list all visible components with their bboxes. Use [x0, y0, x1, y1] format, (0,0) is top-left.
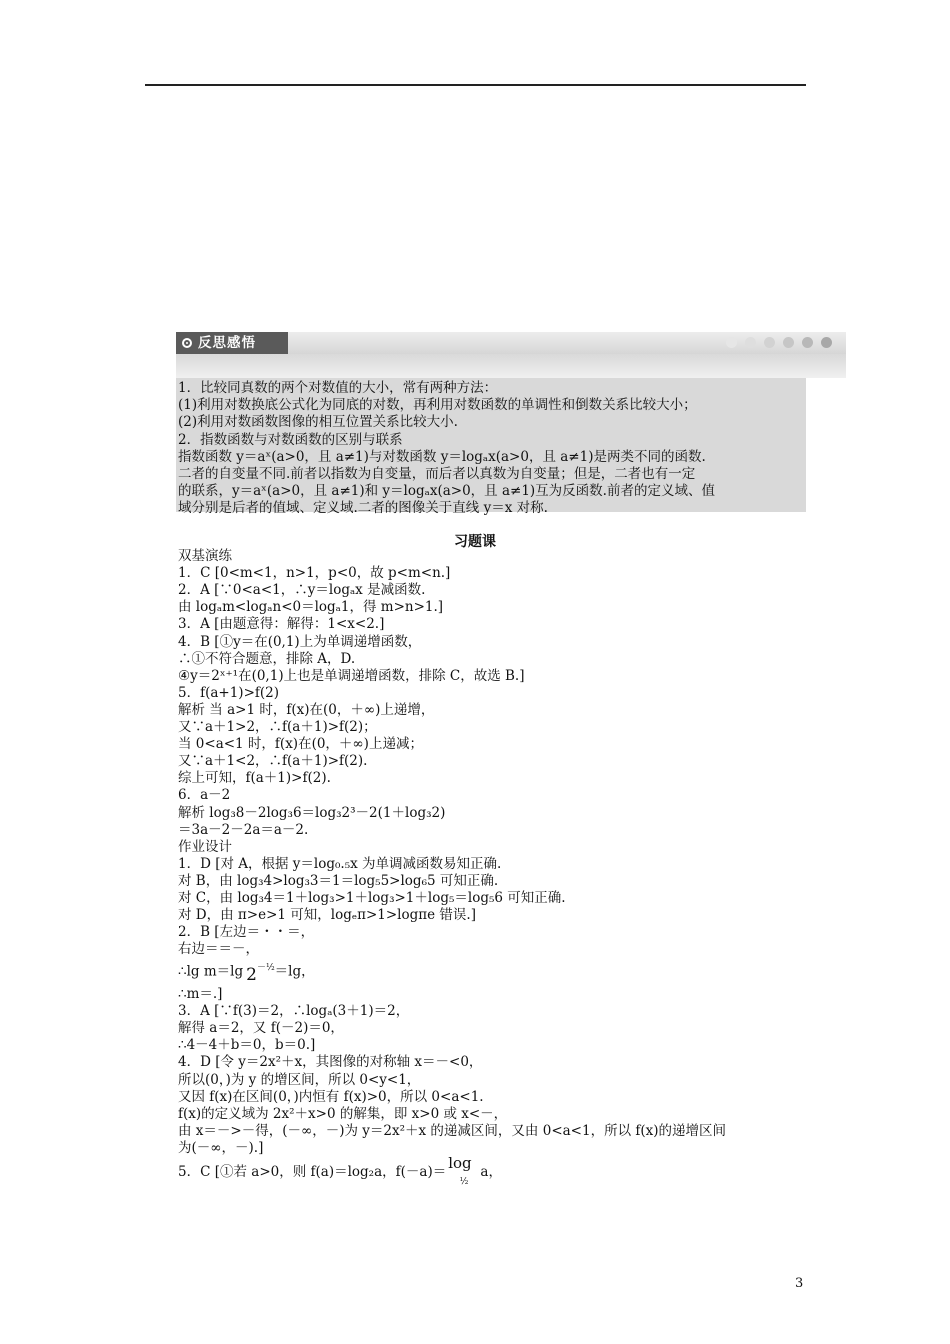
body-line: 为(－∞，－).]: [178, 1139, 264, 1156]
body-line: ＝3a－2－2a＝a－2.: [178, 821, 309, 838]
body-line: 4．B [①y＝在(0,1)上为单调递增函数，: [178, 633, 422, 650]
lg-equation-line: [178, 960, 315, 985]
body-line: 由 x＝－>－得，(－∞，－)为 y＝2x²＋x 的递减区间，又由 0<a<1，所以 f(x)的递增区间: [178, 1122, 727, 1139]
summary-line: 1．比较同真数的两个对数值的大小，常有两种方法：: [178, 380, 498, 396]
banner-dot: [821, 337, 832, 348]
p5-prefix: 5．C [①若 a>0，则 f(a)＝log₂a，f(－a)＝: [178, 1164, 447, 1180]
banner-dot: [764, 337, 775, 348]
body-line: 5．f(a+1)>f(2): [178, 684, 279, 701]
summary-header-strip: [176, 354, 846, 378]
body-line: 由 logₐm<logₐn<0＝logₐ1，得 m>n>1.]: [178, 599, 444, 616]
section-title: 习题课: [454, 534, 496, 550]
p5-suffix: a，: [480, 1164, 502, 1180]
body-line: 又∵a＋1>2，∴f(a＋1)>f(2)；: [178, 719, 377, 735]
banner-dot: [745, 337, 756, 348]
problem-5-line: [178, 1154, 502, 1187]
body-line: f(x)的定义域为 2x²＋x>0 的解集，即 x>0 或 x<－，: [178, 1105, 508, 1122]
body-line: ∴4－4＋b＝0，b＝0.]: [178, 1037, 316, 1054]
body-line: 6．a－2: [178, 787, 231, 804]
body-line: 1．D [对 A，根据 y＝log₀.₅x 为单调减函数易知正确.: [178, 855, 502, 872]
body-line: ∴①不符合题意，排除 A，D.: [178, 650, 356, 667]
section-banner: [176, 332, 846, 354]
body-line: 3．A [由题意得：解得：1<x<2.]: [178, 616, 385, 633]
p5-sub: ½: [459, 1177, 469, 1187]
lg-suffix: ＝lg，: [274, 963, 315, 980]
lg-exponent: －½: [256, 963, 275, 973]
body-line: 又∵a＋1<2，∴f(a＋1)>f(2).: [178, 753, 368, 770]
banner-title: 反思感悟: [198, 335, 256, 351]
lg-prefix: ∴lg m＝lg: [178, 963, 244, 980]
summary-line: 二者的自变量不同.前者以指数为自变量，而后者以真数为自变量；但是，二者也有一定: [178, 466, 696, 482]
body-line: 当 0<a<1 时，f(x)在(0，＋∞)上递减；: [178, 736, 423, 753]
body-line: 2．A [∵0<a<1，∴y＝logₐx 是减函数.: [178, 582, 426, 599]
body-line: 双基演练: [178, 548, 232, 564]
body-line: 1．C [0<m<1，n>1，p<0，故 p<m<n.]: [178, 565, 451, 582]
body-line: 作业设计: [178, 838, 232, 855]
body-line: ④y＝2ˣ⁺¹在(0,1)上也是单调递增函数，排除 C，故选 B.]: [178, 667, 525, 684]
banner-label: [176, 332, 288, 354]
banner-dot: [783, 337, 794, 348]
body-line: 对 D，由 π>e>1 可知，logₑπ>1>logπe 错误.]: [178, 907, 476, 924]
body-line: 对 B，由 log₃4>log₃3＝1＝log₅5>log₆5 可知正确.: [178, 872, 499, 889]
lg-base: 2: [246, 964, 257, 985]
body-line: 对 C，由 log₃4＝1＋log₃>1＋log₃>1＋log₅＝log₅6 可知正确.: [178, 890, 566, 906]
p5-log: log: [448, 1154, 472, 1172]
body-line: 解得 a＝2，又 f(－2)＝0，: [178, 1020, 344, 1037]
body-line: 2．B [左边＝・・＝，: [178, 924, 315, 941]
body-line: ∴m＝.]: [178, 986, 223, 1002]
header-rule: [145, 84, 806, 86]
summary-line: 的联系，y＝aˣ(a>0，且 a≠1)和 y＝logₐx(a>0，且 a≠1)互为反函数.前者的定义域、值: [178, 483, 715, 500]
banner-dot: [726, 337, 737, 348]
body-line: 右边＝＝－，: [178, 941, 259, 958]
body-line: 综上可知，f(a＋1)>f(2).: [178, 770, 331, 787]
body-line: 3．A [∵f(3)＝2，∴logₐ(3＋1)＝2，: [178, 1003, 410, 1020]
body-line: 所以(0，)为 y 的增区间，所以 0<y<1，: [178, 1071, 421, 1088]
summary-line: 2．指数函数与对数函数的区别与联系: [178, 431, 403, 448]
summary-line: (2)利用对数函数图像的相互位置关系比较大小.: [178, 414, 458, 431]
banner-dots: [726, 337, 832, 348]
bullet-icon: [182, 338, 192, 348]
page-number: 3: [795, 1276, 804, 1291]
summary-line: 域分别是后者的值域、定义域.二者的图像关于直线 y＝x 对称.: [178, 500, 548, 517]
body-line: 解析 当 a>1 时，f(x)在(0，＋∞)上递增，: [178, 701, 435, 718]
banner-dot: [802, 337, 813, 348]
summary-line: (1)利用对数换底公式化为同底的对数，再利用对数函数的单调性和倒数关系比较大小；: [178, 397, 697, 414]
body-line: 4．D [令 y＝2x²＋x，其图像的对称轴 x＝－<0，: [178, 1054, 483, 1071]
body-line: 解析 log₃8－2log₃6＝log₃2³－2(1＋log₃2): [178, 804, 446, 821]
summary-line: 指数函数 y＝aˣ(a>0，且 a≠1)与对数函数 y＝logₐx(a>0，且 a≠1)是两类不同的函数.: [178, 448, 706, 465]
body-line: 又因 f(x)在区间(0，)内恒有 f(x)>0，所以 0<a<1.: [178, 1088, 484, 1105]
